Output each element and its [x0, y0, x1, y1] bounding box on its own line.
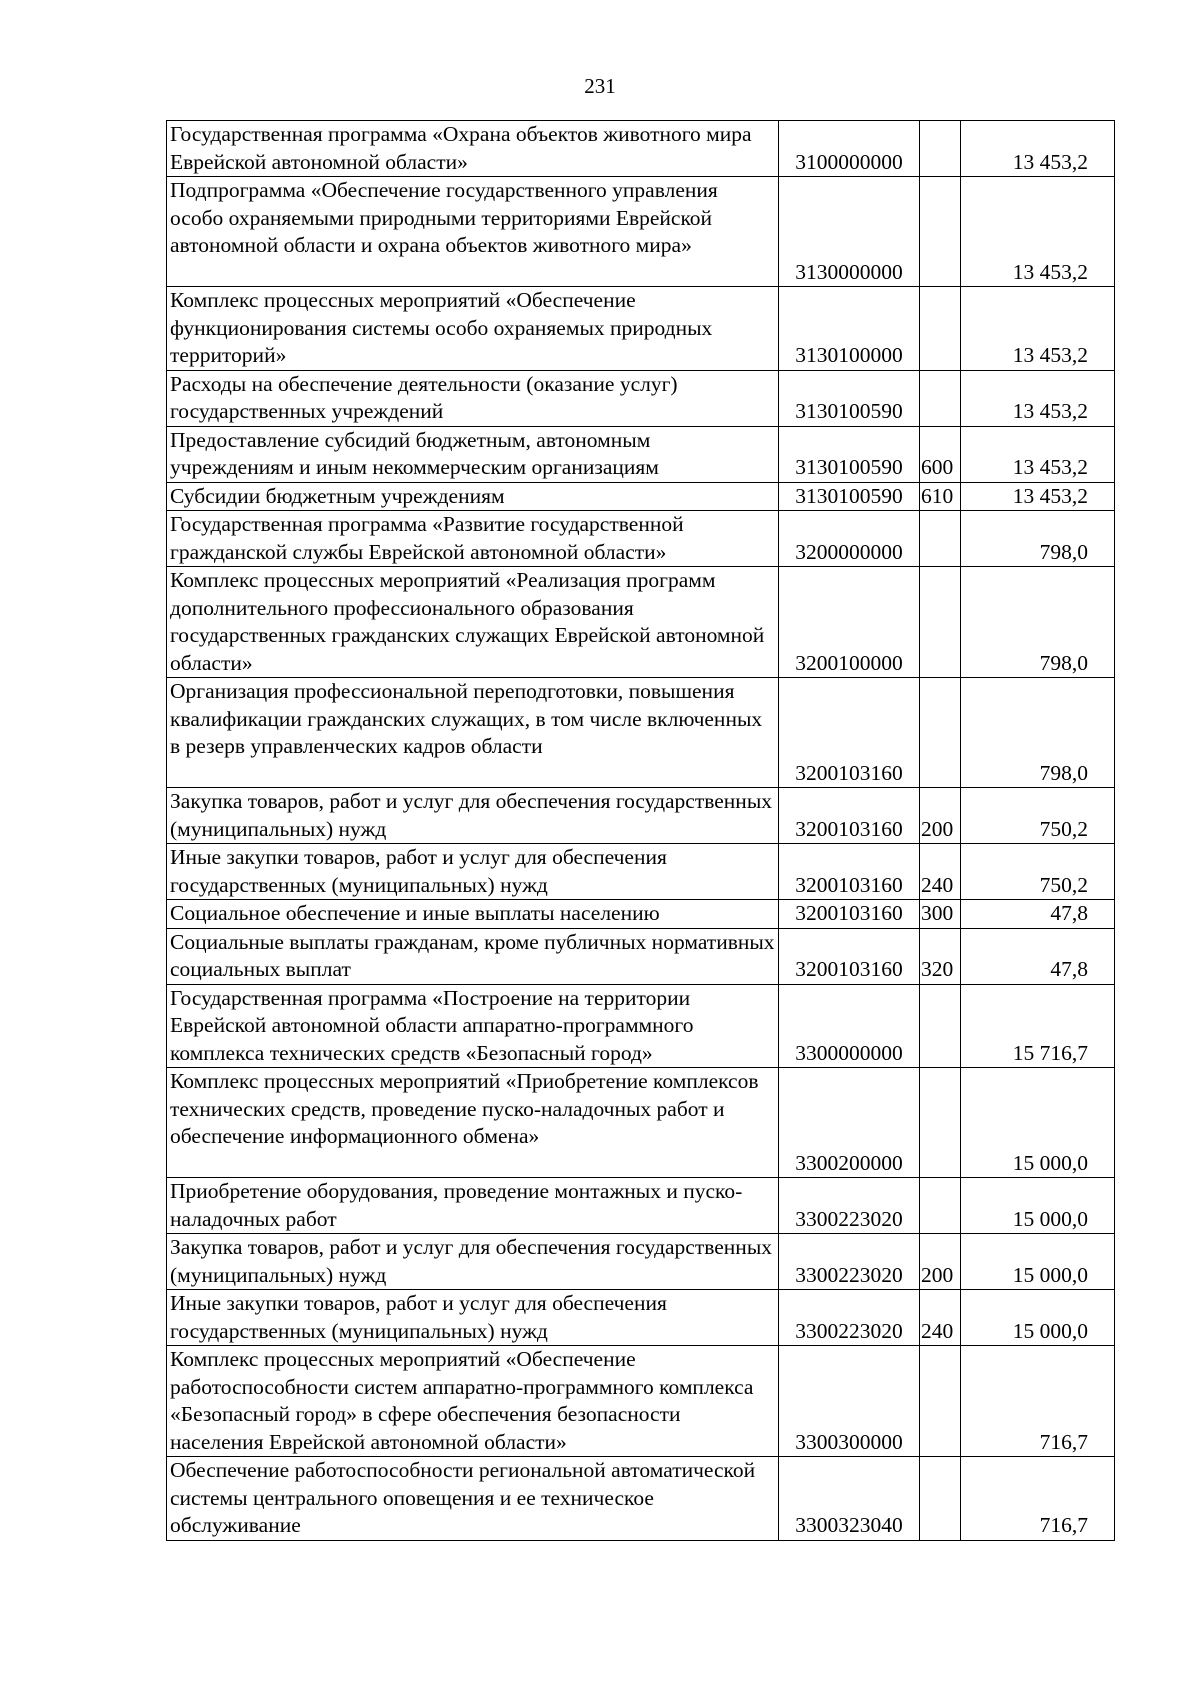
row-code: 3200000000 [779, 511, 920, 567]
budget-table [166, 120, 1115, 1541]
row-code: 3130100590 [779, 370, 920, 426]
row-expense-type [920, 678, 961, 788]
row-name: Предоставление субсидий бюджетным, автономным учреждениям и иным некоммерческим организациям [167, 426, 779, 482]
row-code: 3200103160 [779, 844, 920, 900]
row-code: 3200103160 [779, 928, 920, 984]
table-row [167, 1068, 1115, 1178]
table-row [167, 1234, 1115, 1290]
table-row [167, 177, 1115, 287]
row-amount: 13 453,2 [961, 177, 1115, 287]
row-amount: 15 000,0 [961, 1290, 1115, 1346]
row-code: 3200103160 [779, 788, 920, 844]
row-name: Социальные выплаты гражданам, кроме публичных нормативных социальных выплат [167, 928, 779, 984]
table-row [167, 426, 1115, 482]
table-row [167, 928, 1115, 984]
row-expense-type [920, 511, 961, 567]
row-name: Комплекс процессных мероприятий «Обеспечение функционирования системы особо охраняемых природных территорий» [167, 287, 779, 371]
row-expense-type [920, 121, 961, 177]
row-code: 3300223020 [779, 1178, 920, 1234]
row-amount: 15 000,0 [961, 1068, 1115, 1178]
row-amount: 13 453,2 [961, 121, 1115, 177]
row-name: Закупка товаров, работ и услуг для обеспечения государственных (муниципальных) нужд [167, 788, 779, 844]
row-code: 3130100000 [779, 287, 920, 371]
table-row [167, 121, 1115, 177]
row-name: Подпрограмма «Обеспечение государственного управления особо охраняемыми природными территориями Еврейской автономной области и охрана объектов животного мира» [167, 177, 779, 287]
row-expense-type [920, 177, 961, 287]
row-name: Комплекс процессных мероприятий «Обеспечение работоспособности систем аппаратно-программного комплекса «Безопасный город» в сфере обеспечения безопасности населения Еврейской автономной области» [167, 1346, 779, 1457]
row-code: 3300223020 [779, 1234, 920, 1290]
row-expense-type [920, 1457, 961, 1541]
row-name: Субсидии бюджетным учреждениям [167, 482, 779, 511]
row-amount: 13 453,2 [961, 370, 1115, 426]
row-amount: 47,8 [961, 900, 1115, 929]
row-code: 3130100590 [779, 482, 920, 511]
table-row [167, 1178, 1115, 1234]
row-code: 3130100590 [779, 426, 920, 482]
table-row [167, 1457, 1115, 1541]
row-code: 3300323040 [779, 1457, 920, 1541]
row-code: 3100000000 [779, 121, 920, 177]
row-expense-type [920, 287, 961, 371]
row-expense-type: 240 [920, 844, 961, 900]
row-expense-type [920, 1178, 961, 1234]
row-amount: 15 716,7 [961, 984, 1115, 1068]
row-code: 3200103160 [779, 678, 920, 788]
row-expense-type: 600 [920, 426, 961, 482]
row-amount: 13 453,2 [961, 287, 1115, 371]
table-row [167, 1290, 1115, 1346]
table-row [167, 511, 1115, 567]
table-row [167, 984, 1115, 1068]
row-name: Организация профессиональной переподготовки, повышения квалификации гражданских служащих, в том числе включенных в резерв управленческих кадров области [167, 678, 779, 788]
table-row [167, 482, 1115, 511]
table-row [167, 678, 1115, 788]
row-amount: 798,0 [961, 678, 1115, 788]
row-code: 3300300000 [779, 1346, 920, 1457]
row-expense-type [920, 1068, 961, 1178]
row-name: Закупка товаров, работ и услуг для обеспечения государственных (муниципальных) нужд [167, 1234, 779, 1290]
table-row [167, 1346, 1115, 1457]
table-row [167, 788, 1115, 844]
row-amount: 15 000,0 [961, 1234, 1115, 1290]
row-amount: 47,8 [961, 928, 1115, 984]
row-name: Иные закупки товаров, работ и услуг для обеспечения государственных (муниципальных) нужд [167, 1290, 779, 1346]
row-code: 3300200000 [779, 1068, 920, 1178]
row-expense-type [920, 370, 961, 426]
row-name: Социальное обеспечение и иные выплаты населению [167, 900, 779, 929]
row-expense-type: 240 [920, 1290, 961, 1346]
table-body [167, 121, 1115, 1541]
row-expense-type [920, 984, 961, 1068]
row-name: Государственная программа «Построение на территории Еврейской автономной области аппаратно-программного комплекса технических средств «Безопасный город» [167, 984, 779, 1068]
row-code: 3300223020 [779, 1290, 920, 1346]
row-name: Государственная программа «Охрана объектов животного мира Еврейской автономной области» [167, 121, 779, 177]
table-row [167, 844, 1115, 900]
row-amount: 15 000,0 [961, 1178, 1115, 1234]
row-expense-type: 200 [920, 788, 961, 844]
row-amount: 798,0 [961, 511, 1115, 567]
row-amount: 716,7 [961, 1457, 1115, 1541]
row-expense-type [920, 567, 961, 678]
row-name: Расходы на обеспечение деятельности (оказание услуг) государственных учреждений [167, 370, 779, 426]
table-row [167, 900, 1115, 929]
row-amount: 13 453,2 [961, 482, 1115, 511]
row-name: Государственная программа «Развитие государственной гражданской службы Еврейской автономной области» [167, 511, 779, 567]
row-code: 3200100000 [779, 567, 920, 678]
row-code: 3200103160 [779, 900, 920, 929]
row-name: Комплекс процессных мероприятий «Приобретение комплексов технических средств, проведение пуско-наладочных работ и обеспечение информационного обмена» [167, 1068, 779, 1178]
row-name: Обеспечение работоспособности региональной автоматической системы центрального оповещения и ее техническое обслуживание [167, 1457, 779, 1541]
row-name: Комплекс процессных мероприятий «Реализация программ дополнительного профессионального образования государственных гражданских служащих Еврейской автономной области» [167, 567, 779, 678]
row-amount: 716,7 [961, 1346, 1115, 1457]
row-code: 3300000000 [779, 984, 920, 1068]
row-code: 3130000000 [779, 177, 920, 287]
row-expense-type [920, 1346, 961, 1457]
row-expense-type: 300 [920, 900, 961, 929]
row-amount: 750,2 [961, 844, 1115, 900]
table-row [167, 370, 1115, 426]
row-expense-type: 200 [920, 1234, 961, 1290]
row-name: Приобретение оборудования, проведение монтажных и пуско-наладочных работ [167, 1178, 779, 1234]
row-expense-type: 610 [920, 482, 961, 511]
row-name: Иные закупки товаров, работ и услуг для обеспечения государственных (муниципальных) нужд [167, 844, 779, 900]
row-amount: 798,0 [961, 567, 1115, 678]
row-amount: 13 453,2 [961, 426, 1115, 482]
table-row [167, 287, 1115, 371]
page-number: 231 [584, 74, 616, 98]
table-row [167, 567, 1115, 678]
row-amount: 750,2 [961, 788, 1115, 844]
row-expense-type: 320 [920, 928, 961, 984]
